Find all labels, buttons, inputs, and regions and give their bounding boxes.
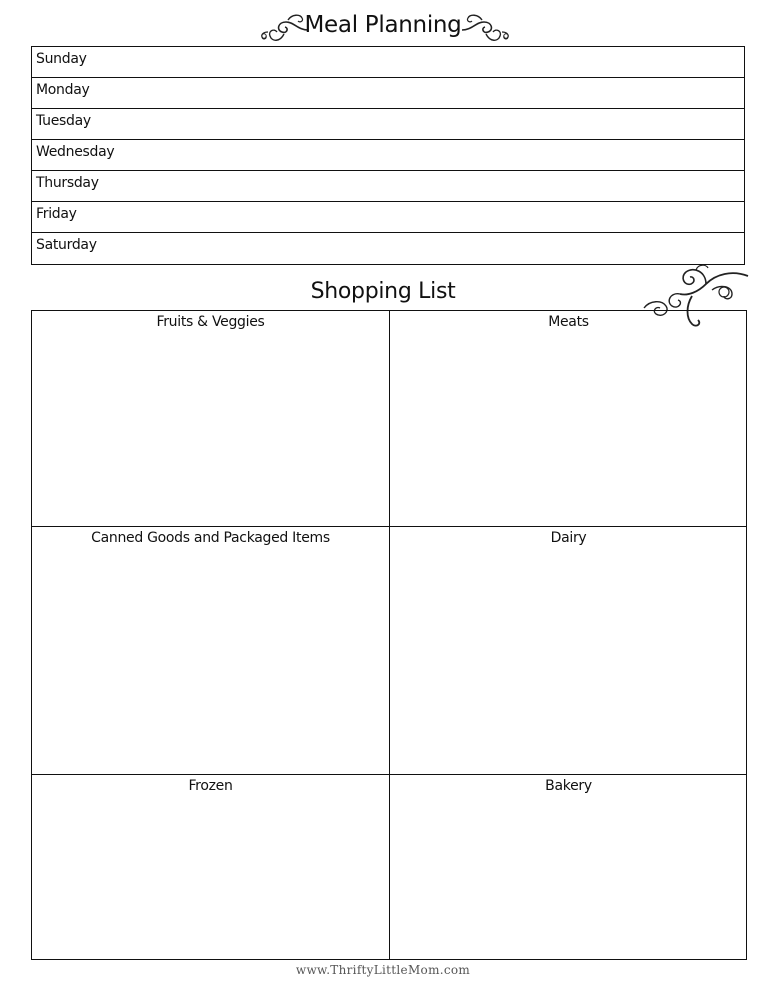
meal-row-thursday[interactable] [32,171,744,202]
footer-website: www.ThriftyLittleMom.com [295,963,471,977]
day-label: Wednesday [36,144,115,160]
day-label: Tuesday [36,113,91,129]
page-title: Meal Planning [304,12,462,38]
meal-row-friday[interactable] [32,202,744,233]
day-label: Saturday [36,237,97,253]
meal-planning-table [31,46,745,265]
category-fruits-veggies[interactable] [32,311,390,527]
category-label: Bakery [545,778,592,794]
meal-planning-header [0,8,766,48]
meal-row-tuesday[interactable] [32,109,744,140]
day-label: Friday [36,206,77,222]
category-bakery[interactable] [390,775,747,959]
category-label: Dairy [550,530,587,546]
meal-row-saturday[interactable] [32,233,744,264]
category-label: Fruits & Veggies [156,314,265,330]
category-canned-goods[interactable] [32,527,390,775]
meal-row-monday[interactable] [32,78,744,109]
category-frozen[interactable] [32,775,390,959]
day-label: Monday [36,82,90,98]
category-label: Frozen [188,778,233,794]
category-meats[interactable] [390,311,747,527]
shopping-list-title: Shopping List [310,279,456,304]
meal-row-sunday[interactable] [32,47,744,78]
category-label: Canned Goods and Packaged Items [91,530,330,546]
day-label: Thursday [36,175,99,191]
day-label: Sunday [36,51,87,67]
right-swirl-ornament-icon [460,12,512,44]
category-dairy[interactable] [390,527,747,775]
shopping-list-grid [31,310,747,960]
category-label: Meats [548,314,589,330]
meal-row-wednesday[interactable] [32,140,744,171]
